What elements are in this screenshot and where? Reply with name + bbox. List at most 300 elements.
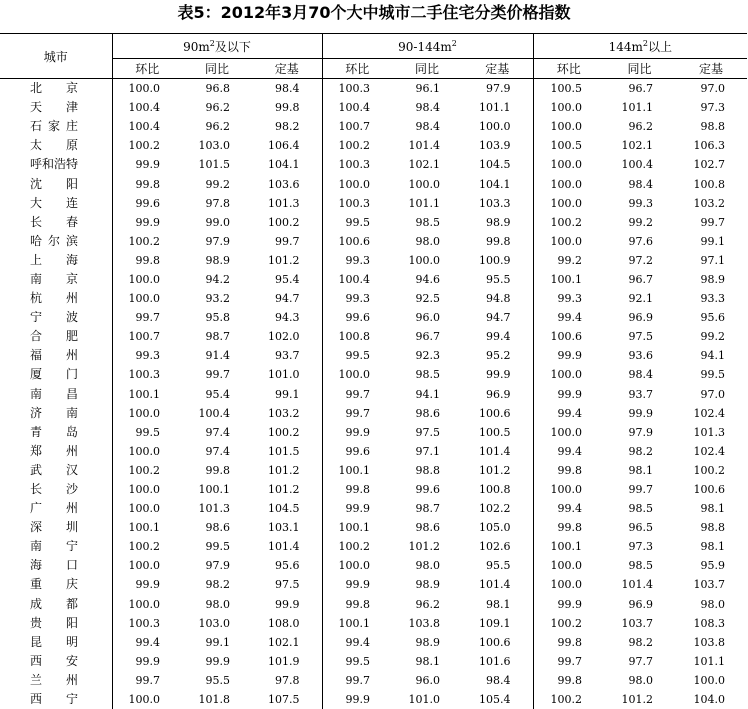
value-cell: 99.4: [557, 502, 583, 516]
group-header-90-and-below: $90m^2$及以下: [112, 34, 322, 59]
city-cell: [0, 270, 112, 289]
value-cell: 91.4: [205, 349, 230, 363]
value-cell: 101.2: [408, 540, 440, 554]
table-row: [0, 633, 747, 652]
value-cell: 103.7: [693, 578, 726, 592]
subheader-base: 定基: [675, 59, 747, 79]
value-cell: 96.2: [628, 120, 654, 134]
city-cell: [0, 174, 112, 193]
city-name: 西 安: [30, 653, 78, 668]
value-cell: 106.4: [252, 136, 322, 155]
value-cell: 97.1: [700, 253, 726, 267]
value-cell: 99.6: [345, 311, 370, 325]
city-cell: [0, 385, 112, 404]
city-name: 呼 和 浩 特: [30, 157, 79, 172]
value-cell: 99.8: [252, 98, 322, 117]
table-row: [0, 308, 747, 327]
city-cell: [0, 518, 112, 537]
value-cell: 99.8: [557, 673, 583, 687]
value-cell: 99.9: [135, 158, 160, 172]
value-cell: 98.9: [462, 213, 533, 232]
table-row: [0, 270, 747, 289]
value-cell: 99.7: [345, 673, 370, 687]
value-cell: 99.4: [557, 444, 583, 458]
value-cell: 97.9: [628, 425, 654, 439]
value-cell: 98.5: [415, 215, 440, 229]
value-cell: 99.7: [700, 215, 726, 229]
value-cell: 98.4: [628, 177, 654, 191]
value-cell: 103.9: [462, 136, 533, 155]
value-cell: 101.2: [621, 693, 654, 707]
table-row: [0, 346, 747, 365]
value-cell: 97.5: [415, 425, 440, 439]
value-cell: 101.4: [462, 575, 533, 594]
value-cell: 99.8: [345, 597, 370, 611]
value-cell: 96.2: [415, 597, 440, 611]
city-cell: [0, 365, 112, 384]
value-cell: 104.1: [252, 155, 322, 174]
city-name: 哈 尔 滨: [30, 233, 78, 248]
value-cell: 100.9: [462, 251, 533, 270]
value-cell: 100.0: [408, 177, 440, 191]
table-row: [0, 194, 747, 213]
value-cell: 102.6: [462, 537, 533, 556]
value-cell: 100.0: [128, 502, 160, 516]
value-cell: 100.3: [128, 368, 160, 382]
value-cell: 99.7: [345, 387, 370, 401]
value-cell: 100.1: [550, 540, 583, 554]
value-cell: 101.5: [252, 442, 322, 461]
value-cell: 104.5: [462, 155, 533, 174]
value-cell: 100.1: [128, 521, 160, 535]
city-name: 青 岛: [30, 424, 78, 439]
subheader-yoy: 同比: [182, 59, 252, 79]
value-cell: 100.2: [128, 463, 160, 477]
value-cell: 102.7: [693, 158, 726, 172]
header-row-subcolumns: [0, 59, 747, 79]
value-cell: 101.1: [621, 101, 654, 115]
value-cell: 101.6: [462, 652, 533, 671]
table-row: [0, 155, 747, 174]
value-cell: 100.0: [550, 120, 583, 134]
city-cell: [0, 614, 112, 633]
subheader-mom: 环比: [112, 59, 182, 79]
city-name: 石 家 庄: [30, 119, 78, 134]
city-cell: [0, 575, 112, 594]
value-cell: 100.0: [550, 559, 583, 573]
value-cell: 100.0: [128, 272, 160, 286]
city-name: 长 沙: [30, 482, 78, 497]
value-cell: 98.4: [462, 671, 533, 690]
city-name: 合 肥: [30, 329, 78, 344]
value-cell: 100.3: [338, 158, 370, 172]
value-cell: 99.9: [345, 502, 370, 516]
value-cell: 100.6: [338, 234, 370, 248]
value-cell: 99.8: [135, 253, 160, 267]
value-cell: 94.7: [252, 289, 322, 308]
city-cell: [0, 556, 112, 575]
value-cell: 99.1: [205, 635, 230, 649]
table-row: [0, 614, 747, 633]
city-cell: [0, 652, 112, 671]
table-row: [0, 652, 747, 671]
value-cell: 99.9: [557, 597, 583, 611]
value-cell: 100.2: [128, 540, 160, 554]
city-cell: [0, 690, 112, 709]
city-name: 广 州: [30, 501, 78, 516]
subheader-mom: 环比: [322, 59, 392, 79]
city-name: 兰 州: [30, 672, 78, 687]
city-name: 成 都: [30, 596, 78, 611]
value-cell: 100.4: [621, 158, 654, 172]
value-cell: 98.4: [628, 368, 654, 382]
value-cell: 100.6: [550, 330, 583, 344]
value-cell: 100.7: [338, 120, 370, 134]
value-cell: 100.0: [462, 117, 533, 136]
city-column-header: 城市: [0, 34, 112, 79]
value-cell: 101.4: [462, 442, 533, 461]
table-row: [0, 671, 747, 690]
value-cell: 103.2: [693, 196, 726, 210]
value-cell: 100.6: [462, 404, 533, 423]
value-cell: 100.0: [550, 483, 583, 497]
value-cell: 100.0: [128, 483, 160, 497]
city-name: 杭 州: [30, 291, 78, 306]
city-name: 南 昌: [30, 386, 78, 401]
value-cell: 101.4: [621, 578, 654, 592]
value-cell: 96.1: [415, 82, 440, 96]
value-cell: 98.5: [415, 368, 440, 382]
value-cell: 100.0: [338, 177, 370, 191]
value-cell: 99.4: [135, 635, 160, 649]
value-cell: 95.2: [462, 346, 533, 365]
group-header-90-144: $90-144m^2$: [322, 34, 533, 59]
table-row: [0, 117, 747, 136]
value-cell: 100.0: [550, 368, 583, 382]
value-cell: 97.4: [205, 425, 230, 439]
value-cell: 96.7: [628, 82, 654, 96]
city-cell: [0, 117, 112, 136]
value-cell: 98.0: [628, 673, 654, 687]
value-cell: 101.4: [252, 537, 322, 556]
value-cell: 97.8: [252, 671, 322, 690]
value-cell: 96.9: [462, 385, 533, 404]
value-cell: 100.0: [550, 177, 583, 191]
value-cell: 101.3: [252, 194, 322, 213]
value-cell: 100.3: [338, 196, 370, 210]
value-cell: 100.4: [338, 101, 370, 115]
table-row: [0, 556, 747, 575]
value-cell: 102.4: [693, 406, 726, 420]
value-cell: 103.8: [693, 635, 726, 649]
value-cell: 100.0: [338, 368, 370, 382]
value-cell: 99.4: [462, 327, 533, 346]
value-cell: 102.1: [252, 633, 322, 652]
value-cell: 99.9: [628, 406, 654, 420]
value-cell: 98.9: [415, 635, 440, 649]
value-cell: 100.1: [338, 521, 370, 535]
table-row: [0, 251, 747, 270]
city-name: 西 宁: [30, 692, 78, 707]
value-cell: 98.9: [205, 253, 230, 267]
table-body: [0, 79, 747, 709]
value-cell: 92.1: [628, 292, 654, 306]
value-cell: 98.8: [700, 521, 726, 535]
value-cell: 100.2: [252, 423, 322, 442]
value-cell: 99.9: [135, 654, 160, 668]
city-cell: [0, 633, 112, 652]
value-cell: 100.0: [693, 673, 726, 687]
table-row: [0, 442, 747, 461]
city-name: 昆 明: [30, 634, 78, 649]
value-cell: 97.3: [700, 101, 726, 115]
value-cell: 98.2: [628, 444, 654, 458]
value-cell: 97.9: [462, 79, 533, 99]
value-cell: 99.4: [557, 406, 583, 420]
subheader-yoy: 同比: [392, 59, 462, 79]
value-cell: 98.6: [205, 521, 230, 535]
value-cell: 99.7: [345, 406, 370, 420]
value-cell: 99.8: [557, 463, 583, 477]
value-cell: 99.5: [700, 368, 726, 382]
value-cell: 100.8: [693, 177, 726, 191]
value-cell: 93.7: [252, 346, 322, 365]
value-cell: 99.6: [415, 483, 440, 497]
value-cell: 100.0: [128, 597, 160, 611]
value-cell: 97.7: [628, 654, 654, 668]
value-cell: 101.9: [252, 652, 322, 671]
value-cell: 99.2: [205, 177, 230, 191]
value-cell: 99.5: [345, 654, 370, 668]
city-name: 贵 阳: [30, 615, 78, 630]
value-cell: 101.2: [252, 461, 322, 480]
value-cell: 97.9: [205, 234, 230, 248]
value-cell: 97.0: [700, 387, 726, 401]
value-cell: 100.0: [550, 578, 583, 592]
city-name: 南 宁: [30, 539, 78, 554]
value-cell: 99.2: [557, 253, 583, 267]
subheader-yoy: 同比: [604, 59, 675, 79]
value-cell: 100.2: [338, 139, 370, 153]
value-cell: 96.9: [628, 597, 654, 611]
value-cell: 103.2: [252, 404, 322, 423]
value-cell: 96.0: [415, 311, 440, 325]
value-cell: 98.4: [415, 101, 440, 115]
value-cell: 98.5: [628, 502, 654, 516]
value-cell: 98.0: [415, 234, 440, 248]
value-cell: 104.0: [693, 693, 726, 707]
value-cell: 105.0: [462, 518, 533, 537]
city-name: 郑 州: [30, 443, 78, 458]
value-cell: 92.5: [415, 292, 440, 306]
value-cell: 99.3: [345, 292, 370, 306]
city-cell: [0, 308, 112, 327]
value-cell: 96.0: [415, 673, 440, 687]
value-cell: 99.7: [135, 673, 160, 687]
value-cell: 98.6: [415, 406, 440, 420]
city-name: 重 庆: [30, 577, 78, 592]
value-cell: 100.2: [550, 616, 583, 630]
value-cell: 99.5: [345, 215, 370, 229]
value-cell: 99.3: [628, 196, 654, 210]
value-cell: 99.9: [135, 578, 160, 592]
table-row: [0, 98, 747, 117]
value-cell: 98.2: [205, 578, 230, 592]
city-cell: [0, 251, 112, 270]
value-cell: 98.9: [415, 578, 440, 592]
value-cell: 99.3: [345, 253, 370, 267]
value-cell: 100.4: [128, 101, 160, 115]
value-cell: 102.1: [621, 139, 654, 153]
city-name: 济 南: [30, 405, 78, 420]
value-cell: 101.1: [693, 654, 726, 668]
value-cell: 100.1: [338, 616, 370, 630]
value-cell: 99.9: [557, 387, 583, 401]
value-cell: 94.7: [462, 308, 533, 327]
value-cell: 101.2: [462, 461, 533, 480]
value-cell: 100.0: [550, 196, 583, 210]
value-cell: 99.9: [135, 215, 160, 229]
city-name: 深 圳: [30, 520, 78, 535]
value-cell: 95.4: [205, 387, 230, 401]
city-name: 沈 阳: [30, 176, 78, 191]
value-cell: 99.6: [135, 196, 160, 210]
value-cell: 100.1: [128, 387, 160, 401]
value-cell: 100.2: [550, 693, 583, 707]
value-cell: 98.1: [462, 595, 533, 614]
value-cell: 99.8: [135, 177, 160, 191]
value-cell: 97.0: [700, 82, 726, 96]
table-row: [0, 365, 747, 384]
city-cell: [0, 442, 112, 461]
value-cell: 98.0: [205, 597, 230, 611]
value-cell: 94.3: [252, 308, 322, 327]
value-cell: 98.8: [415, 463, 440, 477]
city-cell: [0, 98, 112, 117]
city-cell: [0, 671, 112, 690]
value-cell: 96.2: [205, 101, 230, 115]
value-cell: 99.8: [557, 635, 583, 649]
table-row: [0, 136, 747, 155]
value-cell: 100.0: [408, 253, 440, 267]
value-cell: 108.3: [693, 616, 726, 630]
value-cell: 100.3: [338, 82, 370, 96]
city-cell: [0, 79, 112, 99]
value-cell: 98.6: [415, 521, 440, 535]
table-row: [0, 423, 747, 442]
value-cell: 102.1: [408, 158, 440, 172]
value-cell: 100.2: [338, 540, 370, 554]
city-name: 上 海: [30, 252, 78, 267]
value-cell: 94.2: [205, 272, 230, 286]
value-cell: 98.1: [628, 463, 654, 477]
city-name: 南 京: [30, 271, 78, 286]
value-cell: 98.1: [700, 502, 726, 516]
value-cell: 102.2: [462, 499, 533, 518]
value-cell: 99.5: [205, 540, 230, 554]
value-cell: 99.3: [135, 349, 160, 363]
city-name: 宁 波: [30, 310, 78, 325]
value-cell: 100.0: [128, 292, 160, 306]
table-row: [0, 327, 747, 346]
value-cell: 95.5: [462, 270, 533, 289]
table-row: [0, 480, 747, 499]
value-cell: 98.7: [205, 330, 230, 344]
value-cell: 99.1: [252, 385, 322, 404]
value-cell: 94.6: [415, 272, 440, 286]
value-cell: 95.9: [700, 559, 726, 573]
value-cell: 103.0: [198, 139, 230, 153]
value-cell: 101.3: [693, 425, 726, 439]
value-cell: 99.8: [205, 463, 230, 477]
value-cell: 95.6: [252, 556, 322, 575]
city-cell: [0, 423, 112, 442]
value-cell: 99.9: [345, 693, 370, 707]
value-cell: 102.0: [252, 327, 322, 346]
table-row: [0, 79, 747, 99]
table-row: [0, 518, 747, 537]
value-cell: 95.4: [252, 270, 322, 289]
table-row: [0, 461, 747, 480]
value-cell: 99.9: [462, 365, 533, 384]
value-cell: 104.1: [462, 174, 533, 193]
value-cell: 97.2: [628, 253, 654, 267]
table-row: [0, 690, 747, 709]
value-cell: 103.3: [462, 194, 533, 213]
city-cell: [0, 537, 112, 556]
value-cell: 100.0: [550, 234, 583, 248]
city-cell: [0, 595, 112, 614]
value-cell: 100.8: [338, 330, 370, 344]
value-cell: 105.4: [462, 690, 533, 709]
value-cell: 103.6: [252, 174, 322, 193]
value-cell: 100.4: [338, 272, 370, 286]
value-cell: 100.0: [550, 158, 583, 172]
value-cell: 100.2: [550, 215, 583, 229]
value-cell: 99.0: [205, 215, 230, 229]
city-name: 厦 门: [30, 367, 78, 382]
value-cell: 99.2: [628, 215, 654, 229]
value-cell: 100.5: [462, 423, 533, 442]
city-name: 武 汉: [30, 462, 78, 477]
value-cell: 97.4: [205, 444, 230, 458]
value-cell: 95.5: [205, 673, 230, 687]
value-cell: 93.6: [628, 349, 654, 363]
value-cell: 96.7: [628, 272, 654, 286]
value-cell: 96.7: [415, 330, 440, 344]
value-cell: 103.1: [252, 518, 322, 537]
table-row: [0, 404, 747, 423]
value-cell: 100.4: [198, 406, 230, 420]
city-cell: [0, 480, 112, 499]
city-name: 海 口: [30, 558, 78, 573]
value-cell: 99.7: [252, 232, 322, 251]
value-cell: 95.6: [700, 311, 726, 325]
value-cell: 99.4: [557, 311, 583, 325]
value-cell: 100.0: [128, 406, 160, 420]
value-cell: 99.8: [557, 521, 583, 535]
value-cell: 100.0: [128, 82, 160, 96]
value-cell: 100.2: [693, 463, 726, 477]
city-cell: [0, 461, 112, 480]
value-cell: 98.1: [700, 540, 726, 554]
value-cell: 98.4: [252, 79, 322, 99]
value-cell: 109.1: [462, 614, 533, 633]
value-cell: 99.9: [345, 578, 370, 592]
value-cell: 93.2: [205, 292, 230, 306]
value-cell: 98.2: [252, 117, 322, 136]
price-index-table: [0, 33, 747, 709]
